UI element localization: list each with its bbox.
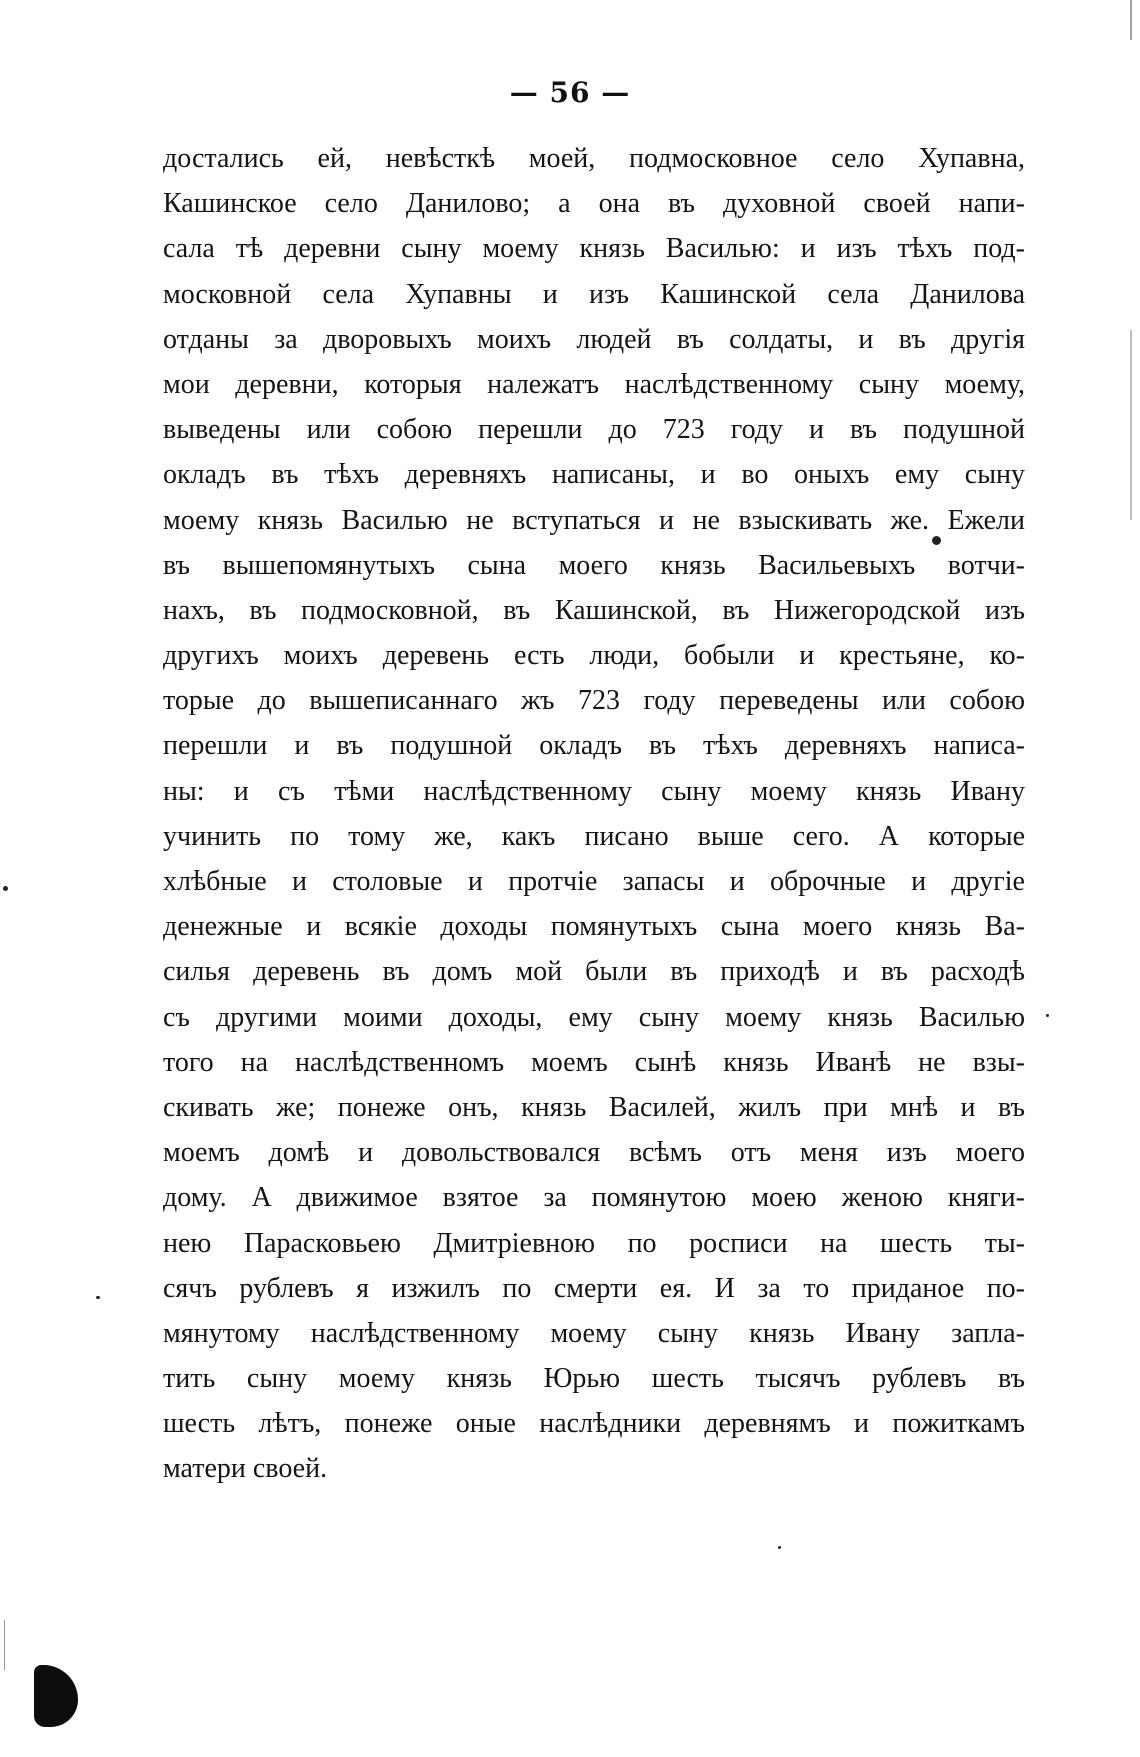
ink-speck xyxy=(932,536,941,545)
ink-speck xyxy=(1046,1014,1049,1017)
text-line: нахъ, въ подмосковной, въ Кашинской, въ Нижегородской изъ xyxy=(163,594,1025,626)
text-line: съ другими моими доходы, ему сыну моему князь Василью xyxy=(163,1001,1025,1033)
text-line-last: матери своей. xyxy=(163,1453,328,1485)
text-line: Кашинское село Данилово; а она въ духовной своей напи- xyxy=(163,188,1025,220)
text-line: торые до вышеписаннаго жъ 723 году переведены или собою xyxy=(163,685,1025,717)
text-line: моемъ домѣ и довольствовался всѣмъ отъ меня изъ моего xyxy=(163,1137,1025,1169)
page-number: — 56 — xyxy=(509,76,631,109)
text-line: московной села Хупавны и изъ Кашинской села Данилова xyxy=(163,278,1025,310)
text-line: тить сыну моему князь Юрью шесть тысячъ рублевъ въ xyxy=(163,1363,1025,1395)
text-line: денежные и всякіе доходы помянутыхъ сына моего князь Ва- xyxy=(163,911,1025,943)
text-line: нею Парасковьею Дмитріевною по росписи на шесть ты- xyxy=(163,1227,1025,1259)
text-line: хлѣбные и столовые и протчіе запасы и оброчные и другіе xyxy=(163,866,1025,897)
text-line: мянутому наслѣдственному моему сыну князь Ивану запла- xyxy=(163,1317,1025,1349)
text-line: моему князь Василью не вступаться и не взыскивать же. Ежели xyxy=(163,504,1025,536)
text-line: учинить по тому же, какъ писано выше сего. А которые xyxy=(163,820,1025,852)
text-line: ны: и съ тѣми наслѣдственному сыну моему князь Ивану xyxy=(163,775,1025,807)
text-line: мои деревни, которыя належатъ наслѣдственному сыну моему, xyxy=(163,368,1025,400)
body-text xyxy=(163,136,1025,1492)
ink-speck xyxy=(3,886,8,891)
text-line: шесть лѣтъ, понеже оные наслѣдники деревнямъ и пожиткамъ xyxy=(163,1408,1025,1440)
text-line: другихъ моихъ деревень есть люди, бобыли и крестьяне, ко- xyxy=(163,640,1025,672)
text-line: сячъ рублевъ я изжилъ по смерти ея. И за то приданое по- xyxy=(163,1272,1025,1304)
text-line: того на наслѣдственномъ моемъ сынѣ князь Иванѣ не взы- xyxy=(163,1046,1025,1078)
text-line: сала тѣ деревни сыну моему князь Василью: и изъ тѣхъ под- xyxy=(163,233,1025,265)
text-line: отданы за дворовыхъ моихъ людей въ солдаты, и въ другія xyxy=(163,323,1025,355)
scan-edge-left xyxy=(4,1620,5,1670)
ink-speck xyxy=(778,1546,781,1549)
text-line: скивать же; понеже онъ, князь Василей, жилъ при мнѣ и въ xyxy=(163,1091,1025,1123)
text-line: достались ей, невѣсткѣ моей, подмосковное село Хупавна, xyxy=(163,143,1025,174)
text-line: окладъ въ тѣхъ деревняхъ написаны, и во оныхъ ему сыну xyxy=(163,459,1025,491)
text-line: перешли и въ подушной окладъ въ тѣхъ деревняхъ написа- xyxy=(163,730,1025,762)
text-line: въ вышепомянутыхъ сына моего князь Васильевыхъ вотчи- xyxy=(163,549,1025,581)
ink-blot xyxy=(34,1665,78,1727)
text-line: дому. А движимое взятое за помянутою моею женою княги- xyxy=(163,1182,1025,1214)
text-line: силья деревень въ домъ мой были въ приходѣ и въ расходѣ xyxy=(163,956,1025,988)
text-line: выведены или собою перешли до 723 году и въ подушной xyxy=(163,414,1025,446)
scan-edge-right xyxy=(1130,0,1132,1757)
ink-speck xyxy=(96,1296,100,1299)
